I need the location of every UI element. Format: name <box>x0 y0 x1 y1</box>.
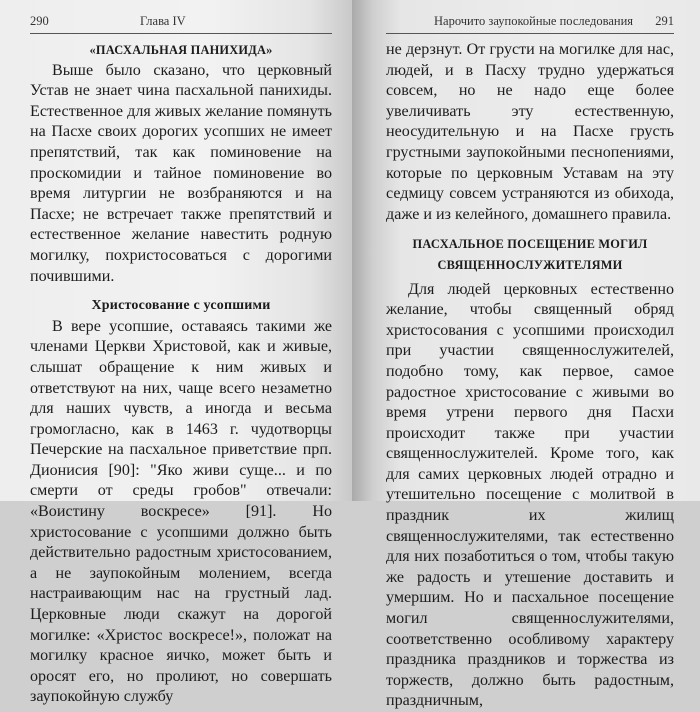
left-paragraph-1: Выше было сказано, что церковный Устав не знает чина пасхальной панихиды. Естественное для живых желание помянуть на Пасхе своих дорогих усопших не имеет препятствий, так как поминовение на проскомидии и тайное поминовение во время литургии не возбраняются и на Пасхе; не встречает также препятствий и естественное желание навестить родную могилку, похристосоваться с дорогими почившими. <box>30 61 332 285</box>
section-heading-greeting-departed: Христосование с усопшими <box>91 298 271 314</box>
right-page-body <box>386 40 674 712</box>
right-paragraph-1: Для людей церковных естественно желание, чтобы священный обряд христосования с усопшими происходил при участии священнослужителей, подобно тому, как первое, самое радостное христосование с живыми во время утрени первого дня Пасхи происходит также при участии священнослужителей. Кроме того, как для самих церковных людей отрадно и утешительно посещение с молитвой в праздник их жилищ священнослужителями, так естественно для них позаботиться о том, чтобы такую же радость и утешение доставить и умершим. Но и пасхальное посещение могил священнослужителями, соответственно особливому характеру праздника праздников и торжества из торжеств, должно быть радостным, праздничным, <box>386 280 674 710</box>
spacer <box>30 287 332 296</box>
right-running-head: Нарочито заупокойные последования <box>434 14 634 28</box>
right-header-rule <box>386 33 674 34</box>
left-page <box>0 0 352 706</box>
right-paragraph-continued: не дерзнут. От грусти на могилке для нас, людей, и в Пасху трудно удержаться совсем, но не надо еще более увеличивать эту естественную, неосудительную и на Пасхе грусть грустными заупокойными песнопениями, которые по церковным Уставам на эту седмицу совсем устраняются из обихода, даже и из келейного, домашнего правила. <box>386 41 674 223</box>
spacer <box>386 225 674 234</box>
left-page-number: 290 <box>30 14 49 28</box>
section-heading-grave-visits: ПАСХАЛЬНОЕ ПОСЕЩЕНИЕ МОГИЛ СВЯЩЕННОСЛУЖИТЕЛЯМИ <box>412 237 648 272</box>
left-paragraph-2: В вере усопшие, оставаясь такими же членами Церкви Христовой, как и живые, слышат обращение к ним живых и ответствуют на них, чаще всего незаметно для наших чувств, а иногда и весьма громогласно, как в 1463 г. чудотворцы Печерские на пасхальное приветствие прп. Дионисия [90]: "Яко живи суще... и по смерти от среды гробов" отвечали: «Воистину воскресе» [91]. Но христосование с усопшими должно быть действительно радостным христосованием, а не заупокойным молением, всегда настраивающим нас на грустный лад. Церковные люди скажут на дорогой могилке: «Христос воскресе!», положат на могилку красное яичко, может быть и оросят его, но пролиют, но совершать заупокойную службу <box>30 317 332 706</box>
left-running-head: Глава IV <box>140 14 186 28</box>
left-header-rule <box>30 33 332 34</box>
section-heading-paschal-panikhida: «ПАСХАЛЬНАЯ ПАНИХИДА» <box>89 43 273 57</box>
right-page <box>352 0 700 710</box>
right-page-number: 291 <box>655 14 674 28</box>
left-page-body <box>30 40 332 708</box>
